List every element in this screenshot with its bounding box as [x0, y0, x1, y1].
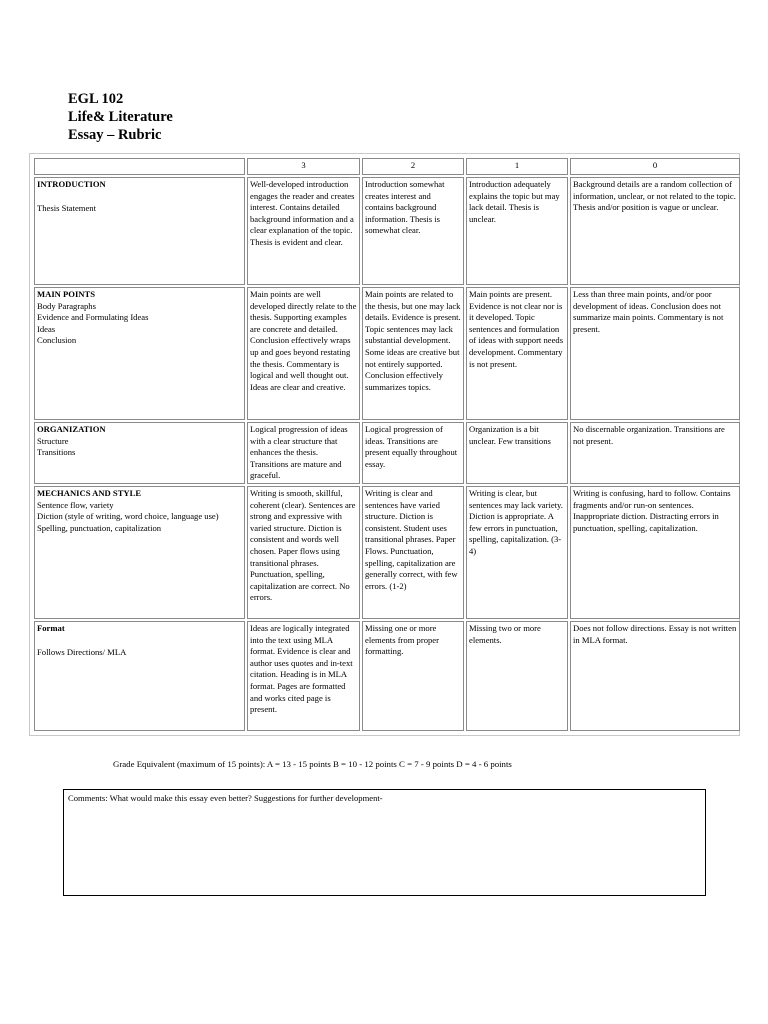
column-header-1: 1	[466, 158, 568, 175]
score-descriptor-cell: Writing is confusing, hard to follow. Contains fragments and/or run-on sentences. Inappropriate diction. Distracting errors in punctuation, spelling, capitalization.	[570, 486, 740, 619]
column-header-0: 0	[570, 158, 740, 175]
criteria-subitem: Structure	[37, 435, 69, 446]
score-descriptor-cell: Writing is smooth, skillful, coherent (clear). Sentences are strong and expressive with varied structure. Diction is consistent and words well chosen. Paper flows using transitional phrases. Punctuation, spelling, capitalization are correct. No errors.	[247, 486, 360, 619]
document-title: Essay – Rubric	[68, 127, 162, 143]
rubric-row	[34, 177, 740, 285]
document-header	[68, 90, 173, 144]
criteria-subitem	[37, 635, 242, 647]
column-header-criteria	[34, 158, 245, 175]
rubric-row	[34, 422, 740, 484]
criteria-subitem: Conclusion	[37, 335, 77, 346]
rubric-row	[34, 486, 740, 619]
criteria-cell	[34, 287, 245, 420]
column-header-3: 3	[247, 158, 360, 175]
comments-box[interactable]	[63, 789, 706, 896]
score-descriptor-cell: Main points are well developed directly relate to the thesis. Supporting examples are concrete and detailed. Conclusion effectively wraps up and goes beyond restating the thesis. Commentary is logical and well thought out. Ideas are clear and creative.	[247, 287, 360, 420]
criteria-title: ORGANIZATION	[37, 424, 106, 434]
course-code: EGL 102	[68, 91, 124, 107]
score-descriptor-cell: Missing one or more elements from proper formatting.	[362, 621, 464, 731]
criteria-title: Format	[37, 623, 65, 633]
course-name: Life& Literature	[68, 109, 173, 125]
score-descriptor-cell: Introduction somewhat creates interest and contains background information. Thesis is somewhat clear.	[362, 177, 464, 285]
score-descriptor-cell: Main points are present. Evidence is not clear nor is it developed. Topic sentences and formulation of ideas with support needs development. Commentary is not present.	[466, 287, 568, 420]
score-descriptor-cell: Does not follow directions. Essay is not written in MLA format.	[570, 621, 740, 731]
rubric-row	[34, 621, 740, 731]
score-descriptor-cell: Organization is a bit unclear. Few transitions	[466, 422, 568, 484]
rubric-row	[34, 287, 740, 420]
criteria-subitem: Follows Directions/ MLA	[37, 646, 127, 657]
column-header-2: 2	[362, 158, 464, 175]
criteria-cell	[34, 621, 245, 731]
criteria-subitem: Body Paragraphs	[37, 300, 96, 311]
criteria-cell	[34, 486, 245, 619]
criteria-subitem: Transitions	[37, 447, 76, 458]
rubric-table-frame	[29, 153, 740, 736]
rubric-table	[32, 156, 742, 733]
criteria-subitem: Diction (style of writing, word choice, language use)	[37, 511, 219, 522]
score-descriptor-cell: Logical progression of ideas with a clear structure that enhances the thesis. Transitions are mature and graceful.	[247, 422, 360, 484]
criteria-cell	[34, 422, 245, 484]
score-descriptor-cell: Writing is clear and sentences have varied structure. Diction is consistent. Student uses transitional phrases. Paper Flows. Punctuation, spelling, capitalization are generally correct, with few errors. (1-2)	[362, 486, 464, 619]
criteria-cell	[34, 177, 245, 285]
criteria-subitem: Spelling, punctuation, capitalization	[37, 522, 162, 533]
score-descriptor-cell: Well-developed introduction engages the reader and creates interest. Contains detailed background information and a clear explanation of the topic. Thesis is evident and clear.	[247, 177, 360, 285]
score-descriptor-cell: Missing two or more elements.	[466, 621, 568, 731]
score-descriptor-cell: Introduction adequately explains the topic but may lack detail. Thesis is unclear.	[466, 177, 568, 285]
comments-label: Comments: What would make this essay even better? Suggestions for further development-	[68, 793, 383, 803]
score-descriptor-cell: No discernable organization. Transitions are not present.	[570, 422, 740, 484]
score-descriptor-cell: Writing is clear, but sentences may lack variety. Diction is appropriate. A few errors in punctuation, spelling, capitalization. (3-4)	[466, 486, 568, 619]
criteria-subitem: Evidence and Formulating Ideas	[37, 312, 149, 323]
score-descriptor-cell: Ideas are logically integrated into the text using MLA format. Evidence is clear and author uses quotes and in-text citation. Heading is in MLA format. Pages are formatted and works cited page is present.	[247, 621, 360, 731]
score-descriptor-cell: Main points are related to the thesis, but one may lack details. Evidence is present. Topic sentences may lack substantial development. Some ideas are creative but not entirely supported. Conclusion effectively summarizes topics.	[362, 287, 464, 420]
score-descriptor-cell: Less than three main points, and/or poor development of ideas. Conclusion does not summarize main points. Commentary is not present.	[570, 287, 740, 420]
criteria-subitem: Thesis Statement	[37, 202, 96, 213]
criteria-subitem: Ideas	[37, 323, 56, 334]
grade-equivalent: Grade Equivalent (maximum of 15 points): A = 13 - 15 points B = 10 - 12 points C = 7 - 9 points D = 4 - 6 points	[113, 759, 512, 769]
criteria-subitem: Sentence flow, variety	[37, 499, 114, 510]
score-descriptor-cell: Logical progression of ideas. Transitions are present equally throughout essay.	[362, 422, 464, 484]
rubric-header-row	[34, 158, 740, 175]
score-descriptor-cell: Background details are a random collection of information, unclear, or not related to the topic. Thesis and/or position is vague or unclear.	[570, 177, 740, 285]
criteria-title: MECHANICS AND STYLE	[37, 488, 142, 498]
criteria-title: INTRODUCTION	[37, 179, 106, 189]
criteria-title: MAIN POINTS	[37, 289, 96, 299]
criteria-subitem	[37, 191, 242, 203]
